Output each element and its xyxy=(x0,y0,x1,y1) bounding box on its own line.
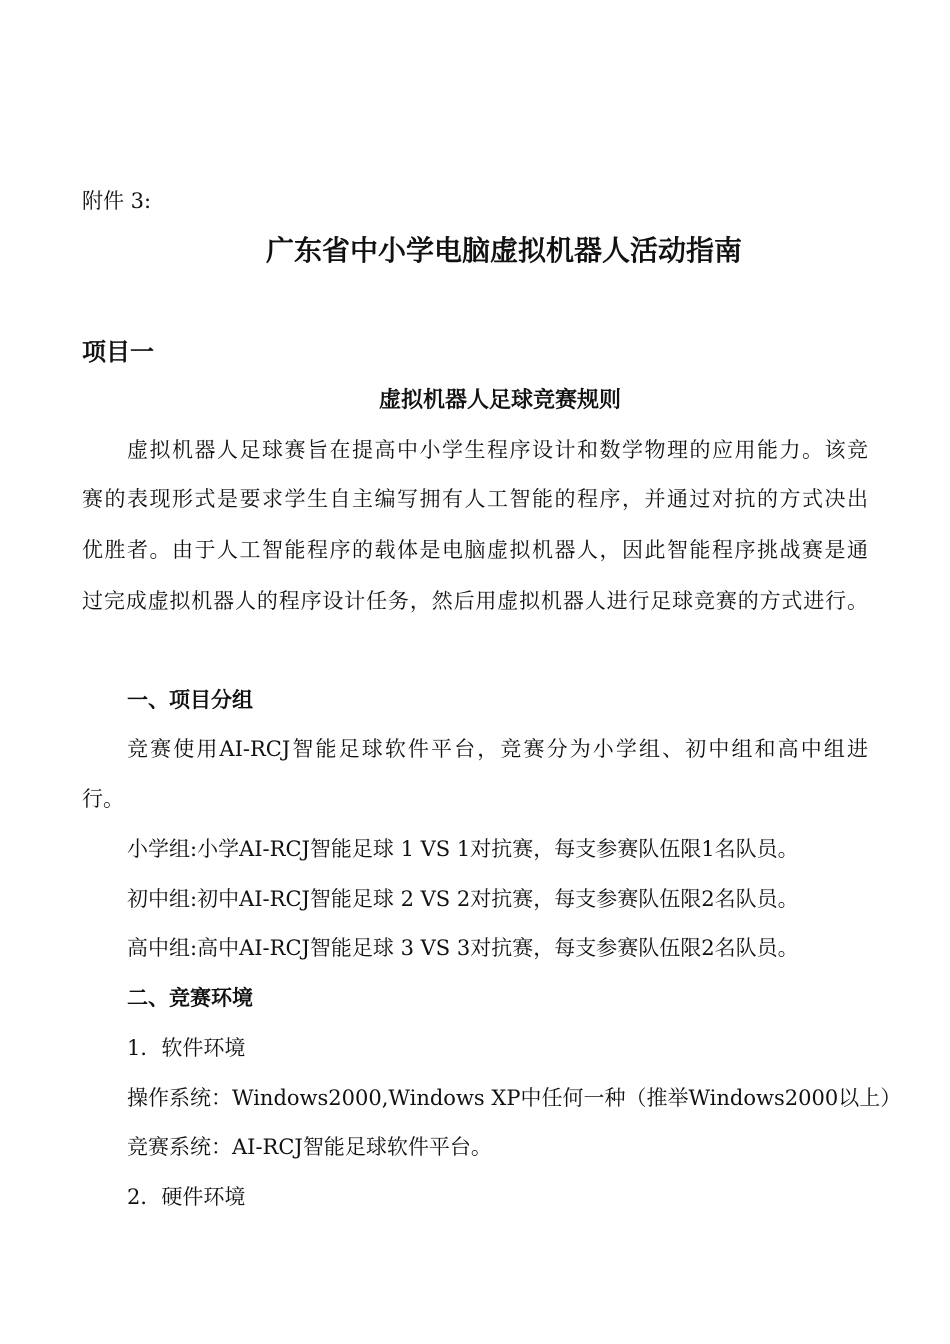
section1-line-1: 竞赛使用AI-RCJ智能足球软件平台，竞赛分为小学组、初中组和高中组进 xyxy=(127,737,868,761)
section-title: 虚拟机器人足球竞赛规则 xyxy=(378,388,621,413)
intro-line-2: 赛的表现形式是要求学生自主编写拥有人工智能的程序，并通过对抗的方式决出 xyxy=(82,487,868,511)
senior-group-text: 高中组:高中AI-RCJ智能足球 3 VS 3对抗赛，每支参赛队伍限2名队员。 xyxy=(127,936,799,960)
section2-heading: 二、竞赛环境 xyxy=(127,986,253,1010)
section1-heading: 一、项目分组 xyxy=(127,688,253,712)
intro-line-1: 虚拟机器人足球赛旨在提高中小学生程序设计和数学物理的应用能力。该竞 xyxy=(127,438,868,462)
project-heading: 项目一 xyxy=(82,338,154,366)
intro-line-4: 过完成虚拟机器人的程序设计任务，然后用虚拟机器人进行足球竞赛的方式进行。 xyxy=(82,589,868,613)
hardware-heading: 2．硬件环境 xyxy=(127,1185,246,1209)
document-title: 广东省中小学电脑虚拟机器人活动指南 xyxy=(265,234,742,267)
attachment-label: 附件 3: xyxy=(82,189,152,213)
os-requirement: 操作系统：Windows2000,Windows XP中任何一种（推举Windows2000以上） xyxy=(127,1086,902,1110)
section1-line-2: 行。 xyxy=(82,787,124,811)
primary-group-text: 小学组:小学AI-RCJ智能足球 1 VS 1对抗赛，每支参赛队伍限1名队员。 xyxy=(127,837,799,861)
intro-line-3: 优胜者。由于人工智能程序的载体是电脑虚拟机器人，因此智能程序挑战赛是通 xyxy=(82,538,868,562)
junior-group-text: 初中组:初中AI-RCJ智能足球 2 VS 2对抗赛，每支参赛队伍限2名队员。 xyxy=(127,887,799,911)
software-heading: 1．软件环境 xyxy=(127,1036,246,1060)
platform-requirement: 竞赛系统：AI-RCJ智能足球软件平台。 xyxy=(127,1135,492,1159)
